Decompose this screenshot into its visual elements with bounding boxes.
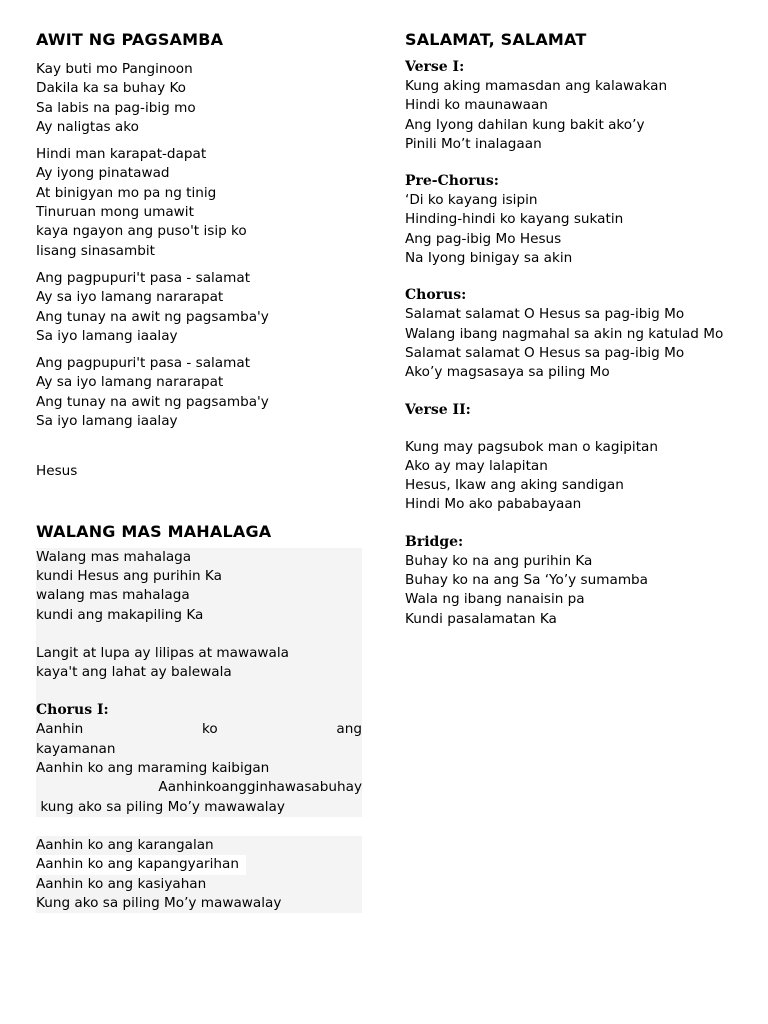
lyric-line: Kung aking mamasdan ang kalawakan <box>405 78 668 94</box>
lyric-word: ang <box>336 721 362 738</box>
lyric-line: Walang ibang nagmahal sa akin ng katulad Mo <box>405 325 724 342</box>
lyric-line: Kung ako sa piling Mo’y mawawalay <box>36 894 282 911</box>
prechorus-label: Pre-Chorus: <box>405 173 499 190</box>
lyric-line: Hindi ko maunawaan <box>405 97 548 114</box>
lyric-line: Hinding-hindi ko kayang sukatin <box>405 211 624 228</box>
lyric-line: At binigyan mo pa ng tinig <box>36 184 217 201</box>
stanza <box>36 60 362 137</box>
bridge-label: Bridge: <box>405 533 464 550</box>
lyric-line: Salamat salamat O Hesus sa pag-ibig Mo <box>405 344 685 361</box>
lyric-line: Dakila ka sa buhay Ko <box>36 80 187 97</box>
lyric-line: Ay iyong pinatawad <box>36 165 170 182</box>
stanza <box>36 836 362 913</box>
lyric-line: Na Iyong binigay sa akin <box>405 250 573 267</box>
lyric-line: Aanhin ko ang kasiyahan <box>36 875 207 892</box>
lyric-line: kaya't ang lahat ay balewala <box>36 664 232 681</box>
lyric-line: walang mas mahalaga <box>36 587 190 604</box>
lyric-line: Ako’y magsasaya sa piling Mo <box>405 364 610 381</box>
lyric-line: Ang tunay na awit ng pagsamba'y <box>36 308 269 325</box>
lyric-line: Kay buti mo Panginoon <box>36 61 193 77</box>
lyric-line: Sa iyo lamang iaalay <box>36 327 178 344</box>
lyric-line: kayamanan <box>36 740 116 757</box>
lyric-line: Kung may pagsubok man o kagipitan <box>405 438 658 455</box>
lyric-line: Buhay ko na ang purihin Ka <box>405 552 593 569</box>
lyric-line: Hesus, Ikaw ang aking sandigan <box>405 477 624 494</box>
chorus-label: Chorus I: <box>36 702 109 719</box>
song-title-salamat-salamat: SALAMAT, SALAMAT <box>405 30 587 49</box>
lyric-line: kaya ngayon ang puso't isip ko <box>36 223 247 240</box>
lyric-line: Hindi man karapat-dapat <box>36 146 207 163</box>
stanza <box>36 269 362 346</box>
justified-lyric-line <box>36 720 362 739</box>
lyric-line: Aanhin ko ang karangalan <box>36 836 214 853</box>
verse1-label: Verse I: <box>405 59 465 75</box>
lyric-line: Ay naligtas ako <box>36 118 139 135</box>
right-column <box>405 30 745 629</box>
lyric-line: Ay sa iyo lamang nararapat <box>36 289 224 306</box>
lyric-line: Ang pagpupuri't pasa - salamat <box>36 355 251 372</box>
lyric-line: Kundi pasalamatan Ka <box>405 610 557 627</box>
lyric-line: kundi Hesus ang purihin Ka <box>36 567 222 584</box>
stanza <box>36 354 362 431</box>
lyric-line: Buhay ko na ang Sa ‘Yo’y sumamba <box>405 572 649 589</box>
lyric-line: ‘Di ko kayang isipin <box>405 192 538 209</box>
song-title-walang-mas-mahalaga: WALANG MAS MAHALAGA <box>36 521 272 541</box>
left-column <box>36 30 362 913</box>
lyric-word: ko <box>201 721 218 738</box>
lyric-word: Aanhin <box>36 721 84 738</box>
song-title-awit-ng-pagsamba: AWIT NG PAGSAMBA <box>36 30 224 49</box>
lyric-line: Ang pagpupuri't pasa - salamat <box>36 269 251 286</box>
lyric-line: Sa iyo lamang iaalay <box>36 413 178 430</box>
lyric-line: Salamat salamat O Hesus sa pag-ibig Mo <box>405 306 685 323</box>
lyric-line: Walang mas mahalaga <box>36 548 192 565</box>
lyric-line: Ang tunay na awit ng pagsamba'y <box>36 393 269 410</box>
lyric-line: Aanhin ko ang kapangyarihan <box>36 855 246 874</box>
lyric-line: Aanhin ko ang maraming kaibigan <box>36 760 270 777</box>
lyric-line: Pinili Mo’t inalagaan <box>405 135 542 152</box>
lyric-line: Aanhinkoangginhawasabuhay <box>158 779 362 796</box>
lyric-ending: Hesus <box>36 463 78 480</box>
song2-body <box>36 548 362 817</box>
lyric-line: Iisang sinasambit <box>36 242 155 259</box>
lyric-line: Hindi Mo ako pababayaan <box>405 496 582 513</box>
lyric-line: Tinuruan mong umawit <box>36 204 194 221</box>
lyric-line: Ay sa iyo lamang nararapat <box>36 374 224 391</box>
stanza <box>36 145 362 261</box>
lyric-line: kundi ang makapiling Ka <box>36 606 204 623</box>
chorus-label: Chorus: <box>405 287 467 304</box>
verse2-label: Verse II: <box>405 401 471 418</box>
lyric-line: kung ako sa piling Mo’y mawawalay <box>36 798 285 815</box>
lyric-line: Wala ng ibang nanaisin pa <box>405 591 585 608</box>
lyric-line: Ang Iyong dahilan kung bakit ako’y <box>405 116 645 133</box>
lyric-line: Ako ay may lalapitan <box>405 457 548 474</box>
lyric-line: Sa labis na pag-ibig mo <box>36 99 196 116</box>
lyric-line: Ang pag-ibig Mo Hesus <box>405 230 562 247</box>
lyric-line: Langit at lupa ay lilipas at mawawala <box>36 644 289 661</box>
